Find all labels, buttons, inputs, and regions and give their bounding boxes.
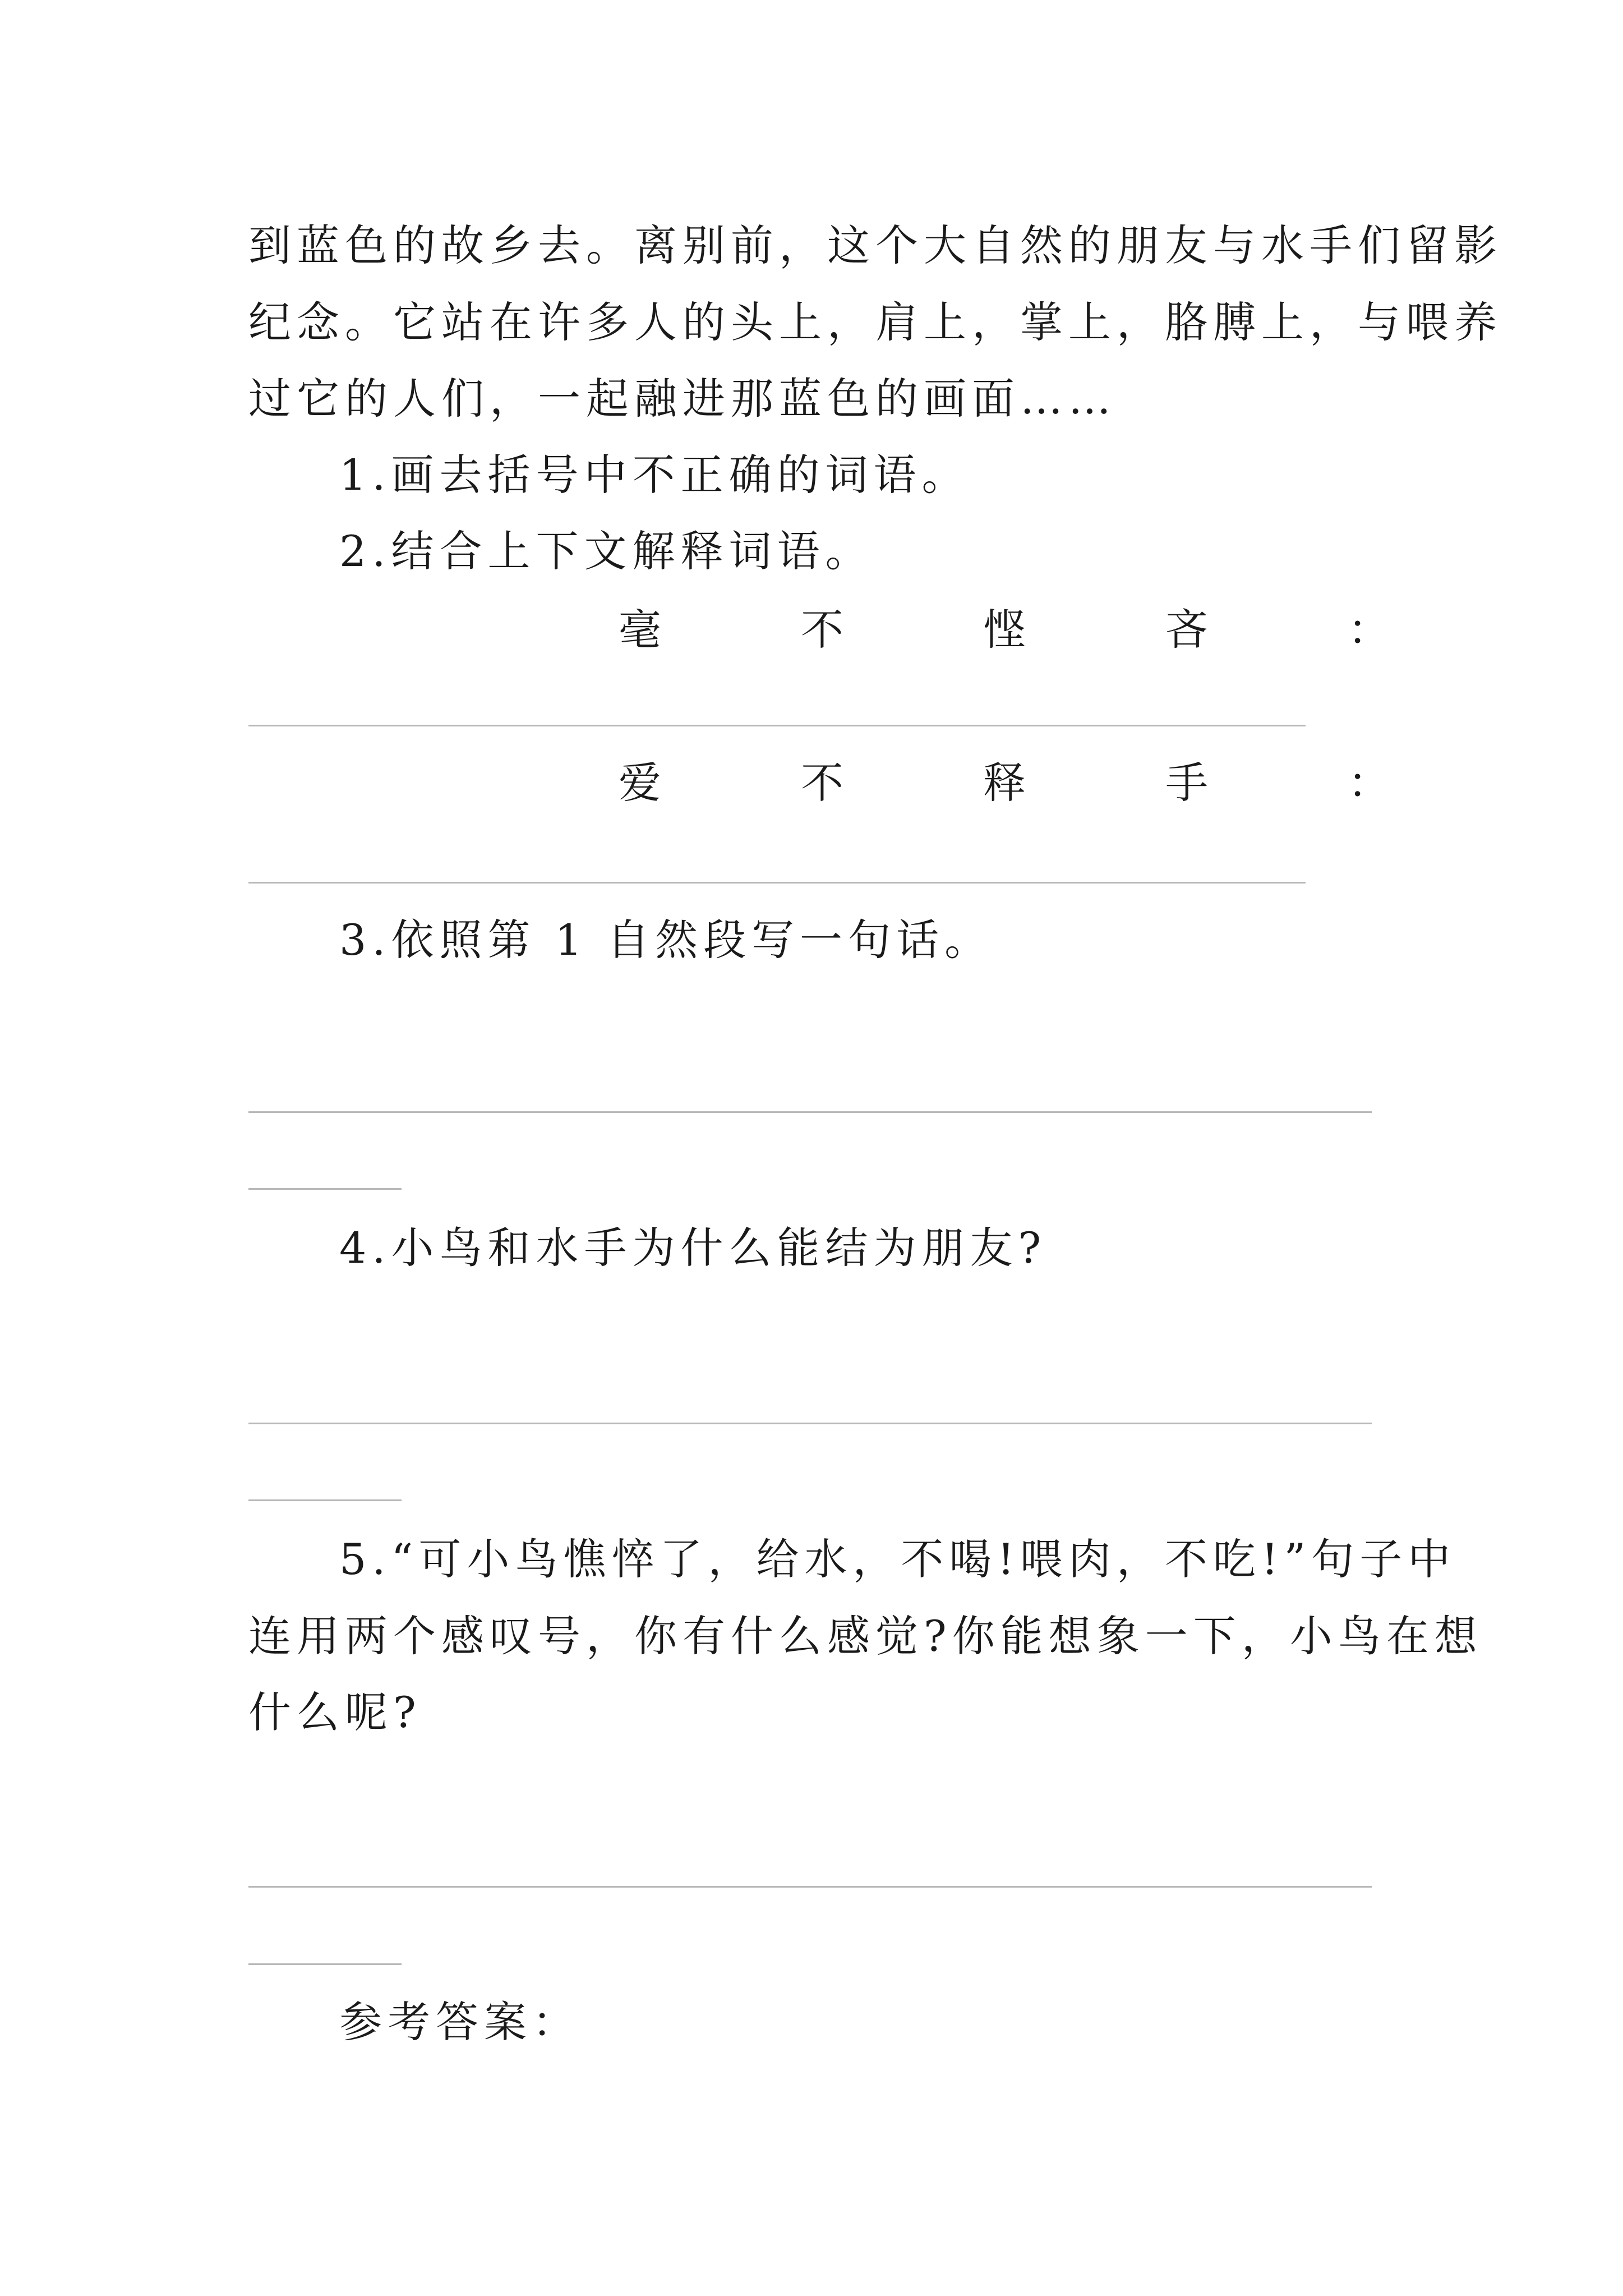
passage-line-3: 过它的人们，一起融进那蓝色的画面…… [248, 374, 1117, 424]
term-2-char: 手 [1165, 758, 1208, 808]
answer-line [248, 1886, 1372, 1888]
question-2: 2.结合上下文解释词语。 [339, 526, 874, 576]
term-1-char: 不 [801, 605, 843, 655]
answer-line-short [248, 1499, 402, 1501]
passage-line-1: 到蓝色的故乡去。离别前，这个大自然的朋友与水手们留影 [248, 220, 1502, 270]
passage-line-2: 纪念。它站在许多人的头上，肩上，掌上，胳膊上，与喂养 [248, 297, 1502, 347]
answer-line [248, 1423, 1372, 1424]
question-5-line-3: 什么呢? [248, 1687, 422, 1737]
term-2-colon: ： [1348, 758, 1390, 808]
term-1-char: 毫 [619, 605, 661, 655]
term-1-colon: ： [1348, 605, 1390, 655]
term-2-char: 不 [801, 758, 843, 808]
answer-line-short [248, 1963, 402, 1965]
question-4: 4.小鸟和水手为什么能结为朋友? [339, 1223, 1047, 1273]
answer-line [248, 882, 1306, 884]
answers-heading: 参考答案： [339, 1997, 580, 2047]
answer-line [248, 725, 1306, 726]
question-5-line-1: 5.“可小鸟憔悴了，给水，不喝!喂肉，不吃!”句子中 [339, 1534, 1456, 1584]
answer-line [248, 1111, 1372, 1113]
term-1-char: 吝 [1165, 605, 1208, 655]
answer-line-short [248, 1188, 402, 1190]
question-5-line-2: 连用两个感叹号，你有什么感觉?你能想象一下，小鸟在想 [248, 1611, 1483, 1661]
term-2-char: 释 [983, 758, 1026, 808]
term-2-char: 爱 [619, 758, 661, 808]
term-1-char: 悭 [983, 605, 1026, 655]
question-1: 1.画去括号中不正确的词语。 [339, 450, 970, 500]
question-3: 3.依照第 1 自然段写一句话。 [339, 915, 993, 965]
